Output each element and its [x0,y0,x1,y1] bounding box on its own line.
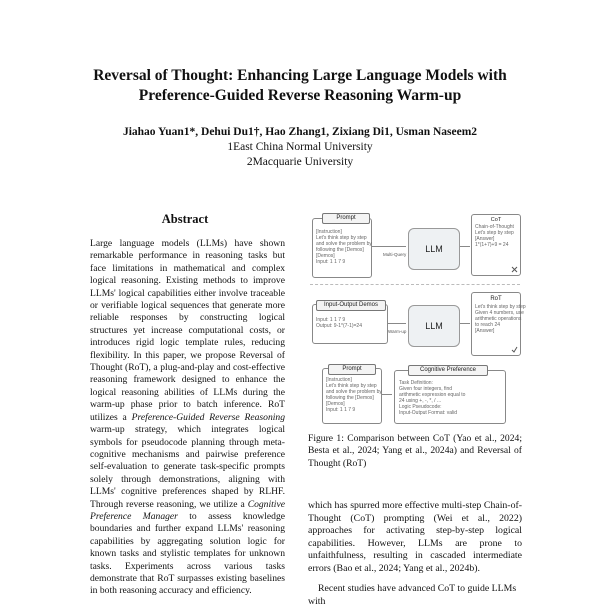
cot-sub-label: CoT [490,217,502,223]
title-line-1: Reversal of Thought: Enhancing Large Language Models with [93,67,507,84]
cog-line: arithmetic expression equal to [399,392,466,398]
prompt-line: [Demos] [316,253,335,259]
cot-line: Chain-of-Thought [475,224,514,230]
figure-divider [310,284,520,285]
prompt-tab-bottom: Prompt [328,364,376,375]
cot-line: [Answer] [475,236,495,242]
check-icon [511,346,518,353]
cog-line: Given four integers, find [399,386,453,392]
cot-line: 1*(1+7)+9 = 24 [475,242,509,248]
rot-line: Given 4 numbers, use [475,310,524,316]
arrow-io-to-llm [388,323,406,324]
abstract-text-c: to assess knowledge boundaries and further expand LLMs' reasoning capabilities by aggregating solution logic for known tasks and stylistic templates for unknown tasks. Experiments across various tasks demonstrate that RoT surpasses existing baselines in both reasoning accuracy and efficiency. [90,510,286,597]
llm-bottom: LLM [408,305,460,347]
arrow-llm-to-rot [460,323,470,324]
prompt-line: Input: 1 1 7 9 [316,259,346,265]
abstract-body [90,238,285,598]
cog-line: Input-Output Format: valid [399,410,458,416]
cog-line: Logic Pseudocode: [399,404,442,410]
prompt-line: following the [Demos] [316,247,364,253]
prompt2-line: following the [Demos] [326,395,374,401]
prompt2-line: and solve the problem by [326,389,382,395]
prompt2-line: Input: 1 1 7 9 [326,407,356,413]
rot-line: to reach 24 [475,322,501,328]
title-line-2: Preference-Guided Reverse Reasoning Warm-up [138,87,462,104]
llm-top: LLM [408,228,460,270]
cot-line: Let's step by step [475,230,514,236]
multi-query-label: Multi-Query [383,252,407,257]
arrow-llm-to-cot [460,246,470,247]
cross-icon [511,266,518,273]
body-paragraph-1: which has spurred more effective multi-step Chain-of-Thought (CoT) prompting (Wei et al., 2022) approaches for activating step-by-step logical capabilities. However, LLMs are prone to unfaithfulness, resulting in cascaded intermediate errors (Bao et al., 2024; Yang et al., 2024b). [308,500,522,574]
prompt-box-top [312,218,372,278]
authors: Jiahao Yuan1*, Dehui Du1†, Hao Zhang1, Zixiang Di1, Usman Naseem2 [122,126,478,138]
prompt2-line: [Instruction] [326,377,352,383]
prompt-line: Let's think step by step [316,235,367,241]
io-line: Output: 9-1*(7-1)=24 [316,323,362,329]
warmup-label: Warm-up [388,329,407,334]
prompt-tab-top: Prompt [322,213,370,224]
figure-caption: Figure 1: Comparison between CoT (Yao et al., 2024; Besta et al., 2024; Yang et al., 2024a) and Reversal of Thought (RoT) [308,433,522,469]
io-line: Input: 1 1 7 9 [316,317,346,323]
abstract-text-a: Large language models (LLMs) have shown remarkable performance in reasoning tasks but face limitations in mathematical and complex logical reasoning. Existing methods to improve LLMs' logical capabilities either involve traceable or verifiable logical sequences that generate more reliable responses by constructing logical structures yet increase computational costs, or introduces rigid logic template rules, reducing flexibility. In this paper, we propose Reversal of Thought (RoT), a plug-and-play and cost-effective reasoning framework designed to enhance the logical reasoning abilities of LLMs during the warm-up phase prior to batch inference. RoT utilizes a [90,238,285,423]
rot-box [471,292,526,356]
abstract-heading: Abstract [161,212,209,226]
prompt-line: and solve the problem by [316,241,372,247]
rot-line: [Answer] [475,328,495,334]
prompt-box-bottom [322,368,382,424]
prompt-line: [Instruction] [316,229,342,235]
figure-1 [308,208,526,426]
arrow-prompt-to-llm [372,246,406,247]
rot-line: arithmetic operations [475,316,522,322]
body-paragraph-2: Recent studies have advanced CoT to guide LLMs with [308,583,517,607]
prompt2-line: [Demos] [326,401,345,407]
prompt2-line: Let's think step by step [326,383,377,389]
rot-line: Let's think step by step [475,304,526,310]
cognitive-preference-tab: Cognitive Preference [408,365,488,376]
abstract-text-b: warm-up strategy, which integrates logical symbols for pseudocode planning through meta-cognitive mechanisms and pairwise preference self-evaluation to generate task-specific prompts solely through demonstrations, aligning with LLMs' cognitive preferences shaped by RLHF. Through reverse reasoning, we utilize a [90,424,285,510]
abstract-emphasis-a: Preference-Guided Reverse Reasoning [131,411,286,423]
cog-line: Task Definition: [399,380,433,386]
arrow-cog-to-prompt [382,394,392,395]
io-demos-tab: Input-Output Demos [316,300,386,311]
cot-box [471,214,521,276]
rot-label: RoT [490,296,502,302]
abstract-emphasis-b: Cognitive Preference Manager [90,498,285,522]
cognitive-preference-box [394,370,506,424]
affiliation-1: 1East China Normal University [227,141,373,153]
affiliation-2: 2Macquarie University [246,156,354,168]
cog-line: 24 using +, -, *, / ... [399,398,442,404]
paper-title [40,66,560,106]
